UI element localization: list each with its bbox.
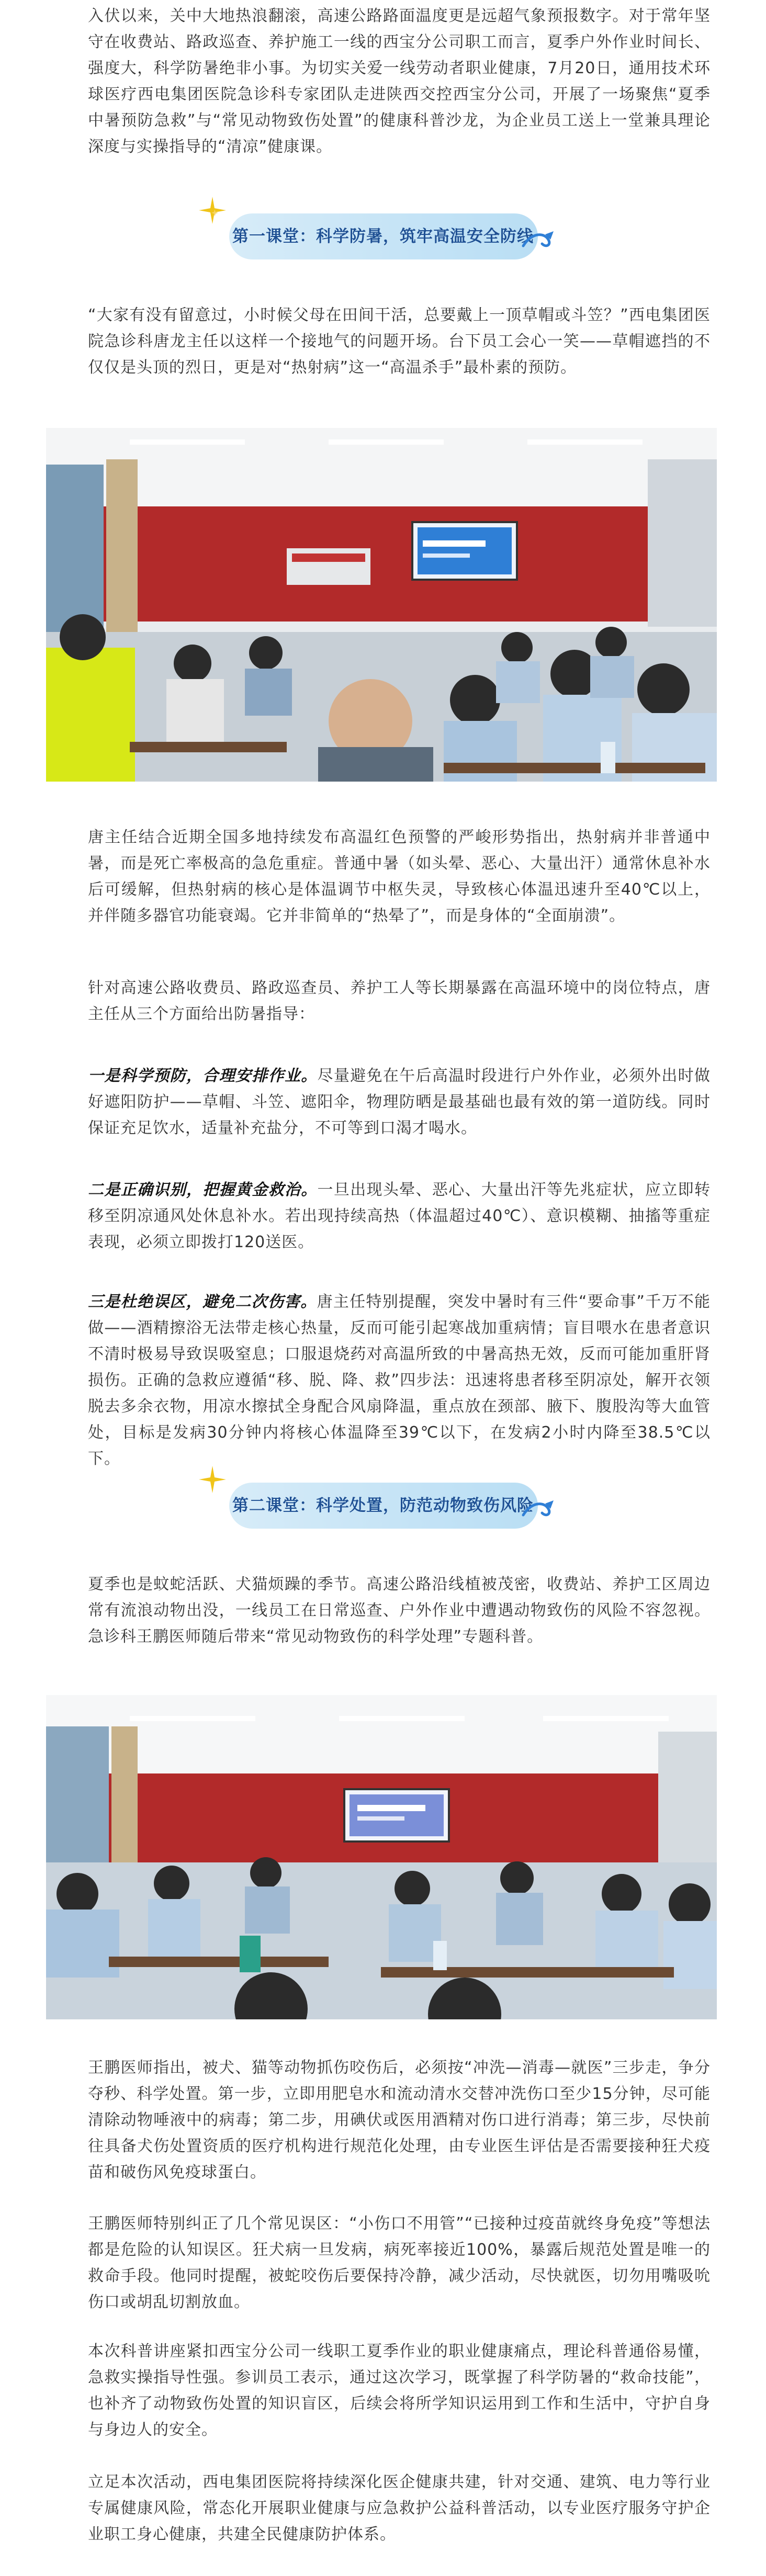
guidance-point-1 bbox=[88, 1063, 711, 1142]
animal-injury-intro-paragraph: 夏季也是蚊蛇活跃、犬猫烦躁的季节。高速公路沿线植被茂密，收费站、养护工区周边常有流浪动物出没，一线员工在日常巡查、户外作业中遭遇动物致伤的风险不容忽视。急诊科王鹏医师随后带来“常见动物致伤的科学处理”专题科普。 bbox=[88, 1575, 711, 1646]
section-title: 第一课堂：科学防暑，筑牢高温安全防线 bbox=[232, 227, 534, 246]
guidance-point-3 bbox=[88, 1289, 711, 1472]
bite-treatment-paragraph: 王鹏医师指出，被犬、猫等动物抓伤咬伤后，必须按“冲洗—消毒—就医”三步走，争分夺秒、科学处置。第一步，立即用肥皂水和流动清水交替冲洗伤口至少15分钟，尽可能清除动物唾液中的病毒；第二步，用碘伏或医用酒精对伤口进行消毒；第三步，尽快前往具备犬伤处置资质的医疗机构进行规范化处理，由专业医生评估是否需要接种狂犬疫苗和破伤风免疫球蛋白。 bbox=[88, 2059, 711, 2182]
misconceptions-paragraph: 王鹏医师特别纠正了几个常见误区：“小伤口不用管”“已接种过疫苗就终身免疫”等想法都是危险的认知误区。狂犬病一旦发病，病死率接近100%，暴露后规范处置是唯一的救命手段。他同时提醒，被蛇咬伤后要保持冷静，减少活动，尽快就医，切勿用嘴吸吮伤口或胡乱切割放血。 bbox=[88, 2215, 711, 2311]
lecture-photo-2 bbox=[46, 1695, 717, 2019]
swirl-icon bbox=[521, 1499, 558, 1522]
sparkle-icon bbox=[197, 1464, 228, 1497]
closing-paragraph: 立足本次活动，西电集团医院将持续深化医企健康共建，针对交通、建筑、电力等行业专属健康风险，常态化开展职业健康与应急救护公益科普活动，以专业医疗服务守护企业职工身心健康，共建全民健康防护体系。 bbox=[88, 2473, 711, 2544]
section-header-1 bbox=[224, 209, 542, 264]
sparkle-icon bbox=[197, 195, 228, 228]
guidance-point-3-body: 唐主任特别提醒，突发中暑时有三件“要命事”千万不能做——酒精擦浴无法带走核心热量，反而可能引起寒战加重病情；盲目喂水在患者意识不清时极易导致误吸窒息；口服退烧药对高温所致的中暑高热无效，反而可能加重肝肾损伤。正确的急救应遵循“移、脱、降、救”四步法：迅速将患者移至阴凉处，解开衣领脱去多余衣物，用凉水擦拭全身配合风扇降温，重点放在颈部、腋下、腹股沟等大血管处，目标是发病30分钟内将核心体温降至39℃以下，在发病2小时内降至38.5℃以下。 bbox=[88, 1293, 711, 1468]
swirl-icon bbox=[521, 230, 558, 253]
guidance-point-1-lead: 一是科学预防，合理安排作业。 bbox=[88, 1067, 318, 1085]
heatstroke-paragraph: 唐主任结合近期全国多地持续发布高温红色预警的严峻形势指出，热射病并非普通中暑，而是死亡率极高的急危重症。普通中暑（如头晕、恶心、大量出汗）通常休息补水后可缓解，但热射病的核心是体温调节中枢失灵，导致核心体温迅速升至40℃以上，并伴随多器官功能衰竭。它并非简单的“热晕了”，而是身体的“全面崩溃”。 bbox=[88, 828, 711, 925]
summary-paragraph: 本次科普讲座紧扣西宝分公司一线职工夏季作业的职业健康痛点，理论科普通俗易懂，急救实操指导性强。参训员工表示，通过这次学习，既掌握了科学防暑的“救命技能”，也补齐了动物致伤处置的知识盲区，后续会将所学知识运用到工作和生活中，守护自身与身边人的安全。 bbox=[88, 2342, 711, 2439]
opening-question-paragraph: “大家有没有留意过，小时候父母在田间干活，总要戴上一顶草帽或斗笠？”西电集团医院急诊科唐龙主任以这样一个接地气的问题开场。台下员工会心一笑——草帽遮挡的不仅仅是头顶的烈日，更是对“热射病”这一“高温杀手”最朴素的预防。 bbox=[88, 306, 711, 377]
guidance-point-2 bbox=[88, 1177, 711, 1256]
guidance-intro-paragraph: 针对高速公路收费员、路政巡查员、养护工人等长期暴露在高温环境中的岗位特点，唐主任从三个方面给出防暑指导： bbox=[88, 979, 711, 1023]
guidance-point-1-body: 尽量避免在午后高温时段进行户外作业，必须外出时做好遮阳防护——草帽、斗笠、遮阳伞，物理防晒是最基础也最有效的第一道防线。同时保证充足饮水，适量补充盐分，不可等到口渴才喝水。 bbox=[88, 1067, 711, 1137]
section-header-2 bbox=[224, 1478, 542, 1533]
guidance-point-2-lead: 二是正确识别，把握黄金救治。 bbox=[88, 1181, 318, 1199]
guidance-point-3-lead: 三是杜绝误区，避免二次伤害。 bbox=[88, 1293, 317, 1311]
lecture-photo-1 bbox=[46, 428, 717, 782]
guidance-point-2-body: 一旦出现头晕、恶心、大量出汗等先兆症状，应立即转移至阴凉通风处休息补水。若出现持续高热（体温超过40℃）、意识模糊、抽搐等重症表现，必须立即拨打120送医。 bbox=[88, 1181, 711, 1251]
intro-paragraph: 入伏以来，关中大地热浪翻滚，高速公路路面温度更是远超气象预报数字。对于常年坚守在收费站、路政巡查、养护施工一线的西宝分公司职工而言，夏季户外作业时间长、强度大，科学防暑绝非小事。为切实关爱一线劳动者职业健康，7月20日，通用技术环球医疗西电集团医院急诊科专家团队走进陕西交控西宝分公司，开展了一场聚焦“夏季中暑预防急救”与“常见动物致伤处置”的健康科普沙龙，为企业员工送上一堂兼具理论深度与实操指导的“清凉”健康课。 bbox=[88, 7, 711, 156]
section-title: 第二课堂：科学处置，防范动物致伤风险 bbox=[232, 1496, 534, 1515]
